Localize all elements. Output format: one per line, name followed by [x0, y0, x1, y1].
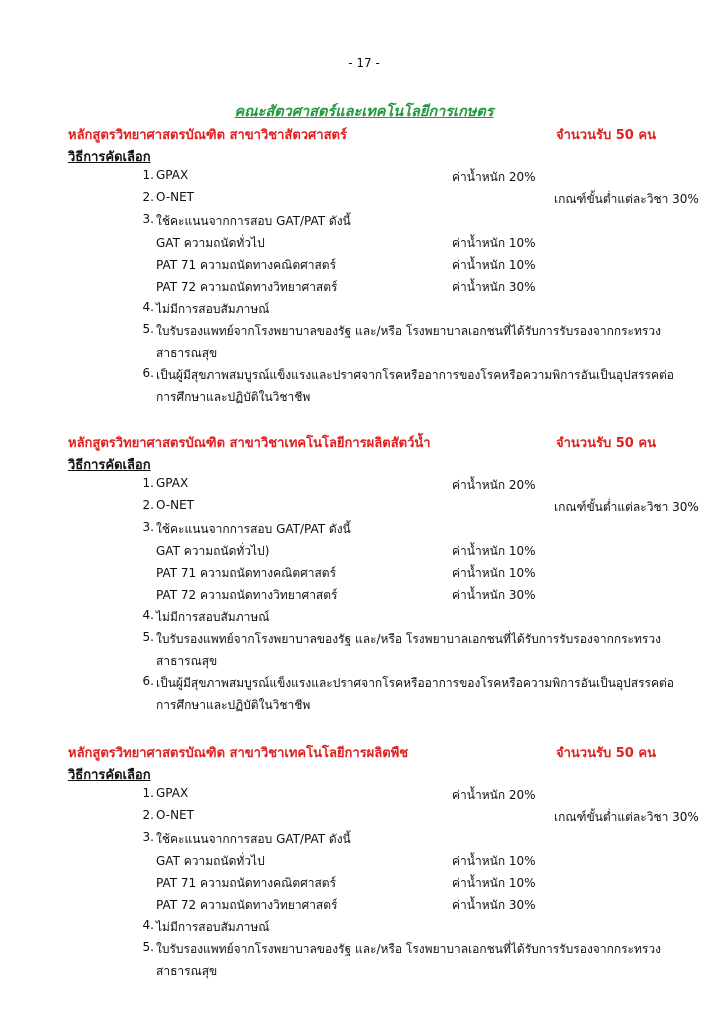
faculty-title: คณะสัตวศาสตร์และเทคโนโลยีการเกษตร — [234, 104, 494, 120]
item-label: ไม่มีการสอบสัมภาษณ์ — [156, 610, 270, 624]
item-number: 5. — [142, 322, 154, 336]
item-number: 5. — [142, 630, 154, 644]
item-label: O-NET — [156, 808, 194, 822]
item-label: ใช้คะแนนจากการสอบ GAT/PAT ดังนี้ — [156, 214, 351, 228]
program-header — [68, 124, 708, 146]
sub-item-label: GAT ความถนัดทั่วไป) — [156, 544, 270, 558]
program-seats: จำนวนรับ 50 คน — [556, 436, 656, 451]
item-label-continued: สาธารณสุข — [156, 346, 218, 360]
item-label: ใบรับรองแพทย์จากโรงพยาบาลของรัฐ และ/หรือ โรงพยาบาลเอกชนที่ได้รับการรับรองจากกระทรวง — [156, 942, 661, 956]
item-label: O-NET — [156, 498, 194, 512]
criterion-health-continued — [68, 388, 708, 410]
program-name: หลักสูตรวิทยาศาสตรบัณฑิต สาขาวิชาสัตวศาสตร์ — [68, 128, 347, 143]
item-label-continued: สาธารณสุข — [156, 964, 218, 978]
sub-item-weight: ค่าน้ำหนัก 30% — [452, 588, 536, 602]
sub-item-weight: ค่าน้ำหนัก 10% — [452, 258, 536, 272]
criterion-health-continued — [68, 696, 708, 718]
sub-item-label: GAT ความถนัดทั่วไป — [156, 854, 265, 868]
item-label: ใช้คะแนนจากการสอบ GAT/PAT ดังนี้ — [156, 522, 351, 536]
page-number: - 17 - — [348, 56, 380, 70]
criterion-exam — [68, 212, 708, 234]
program-section — [68, 742, 708, 984]
item-label: GPAX — [156, 786, 189, 800]
item-number: 6. — [142, 366, 154, 380]
item-number: 5. — [142, 940, 154, 954]
item-label: ใช้คะแนนจากการสอบ GAT/PAT ดังนี้ — [156, 832, 351, 846]
sub-item-weight: ค่าน้ำหนัก 30% — [452, 280, 536, 294]
item-number: 4. — [142, 300, 154, 314]
criterion-onet — [68, 190, 708, 212]
sub-item-label: PAT 71 ความถนัดทางคณิตศาสตร์ — [156, 566, 337, 580]
criterion-exam — [68, 520, 708, 542]
item-note: เกณฑ์ขั้นต่ำแต่ละวิชา 30% — [554, 810, 699, 824]
selection-heading: วิธีการคัดเลือก — [68, 768, 151, 783]
criterion-gpax — [68, 168, 708, 190]
program-seats: จำนวนรับ 50 คน — [556, 746, 656, 761]
criterion-interview — [68, 608, 708, 630]
selection-heading: วิธีการคัดเลือก — [68, 150, 151, 165]
criterion-gpax — [68, 786, 708, 808]
sub-item-label: GAT ความถนัดทั่วไป — [156, 236, 265, 250]
sub-item-label: PAT 71 ความถนัดทางคณิตศาสตร์ — [156, 876, 337, 890]
item-number: 4. — [142, 918, 154, 932]
criterion-medical-continued — [68, 344, 708, 366]
item-number: 2. — [142, 808, 154, 822]
item-label-continued: สาธารณสุข — [156, 654, 218, 668]
item-label: GPAX — [156, 476, 189, 490]
item-label-continued: การศึกษาและปฏิบัติในวิชาชีพ — [156, 390, 311, 404]
item-weight: ค่าน้ำหนัก 20% — [452, 170, 536, 184]
item-label: เป็นผู้มีสุขภาพสมบูรณ์แข็งแรงและปราศจากโรคหรืออาการของโรคหรือความพิการอันเป็นอุปสรรคต่อ — [156, 676, 674, 690]
item-label: O-NET — [156, 190, 194, 204]
item-number: 2. — [142, 498, 154, 512]
program-section — [68, 432, 708, 718]
sub-criterion-pat72 — [68, 586, 708, 608]
sub-item-weight: ค่าน้ำหนัก 10% — [452, 566, 536, 580]
sub-item-label: PAT 71 ความถนัดทางคณิตศาสตร์ — [156, 258, 337, 272]
sub-item-weight: ค่าน้ำหนัก 10% — [452, 236, 536, 250]
item-note: เกณฑ์ขั้นต่ำแต่ละวิชา 30% — [554, 192, 699, 206]
sub-item-weight: ค่าน้ำหนัก 10% — [452, 854, 536, 868]
sub-criterion-pat71 — [68, 564, 708, 586]
criterion-medical — [68, 322, 708, 344]
item-label: ไม่มีการสอบสัมภาษณ์ — [156, 302, 270, 316]
sub-criterion-pat71 — [68, 874, 708, 896]
criterion-interview — [68, 300, 708, 322]
item-number: 3. — [142, 830, 154, 844]
program-seats: จำนวนรับ 50 คน — [556, 128, 656, 143]
sub-criterion-pat72 — [68, 896, 708, 918]
item-label: เป็นผู้มีสุขภาพสมบูรณ์แข็งแรงและปราศจากโรคหรืออาการของโรคหรือความพิการอันเป็นอุปสรรคต่อ — [156, 368, 674, 382]
item-note: เกณฑ์ขั้นต่ำแต่ละวิชา 30% — [554, 500, 699, 514]
item-number: 4. — [142, 608, 154, 622]
criterion-gpax — [68, 476, 708, 498]
sub-criterion-gat — [68, 542, 708, 564]
item-number: 6. — [142, 674, 154, 688]
criterion-health — [68, 366, 708, 388]
selection-heading: วิธีการคัดเลือก — [68, 458, 151, 473]
criterion-medical — [68, 630, 708, 652]
criterion-medical-continued — [68, 652, 708, 674]
criterion-exam — [68, 830, 708, 852]
item-number: 3. — [142, 520, 154, 534]
program-name: หลักสูตรวิทยาศาสตรบัณฑิต สาขาวิชาเทคโนโลยีการผลิตสัตว์น้ำ — [68, 436, 431, 451]
criterion-onet — [68, 498, 708, 520]
sub-item-weight: ค่าน้ำหนัก 30% — [452, 898, 536, 912]
item-number: 2. — [142, 190, 154, 204]
sub-item-weight: ค่าน้ำหนัก 10% — [452, 544, 536, 558]
program-name: หลักสูตรวิทยาศาสตรบัณฑิต สาขาวิชาเทคโนโลยีการผลิตพืช — [68, 746, 409, 761]
item-label: ไม่มีการสอบสัมภาษณ์ — [156, 920, 270, 934]
criterion-medical-continued — [68, 962, 708, 984]
item-number: 1. — [142, 168, 154, 182]
criterion-onet — [68, 808, 708, 830]
item-label: ใบรับรองแพทย์จากโรงพยาบาลของรัฐ และ/หรือ โรงพยาบาลเอกชนที่ได้รับการรับรองจากกระทรวง — [156, 324, 661, 338]
criterion-interview — [68, 918, 708, 940]
sub-item-label: PAT 72 ความถนัดทางวิทยาศาสตร์ — [156, 898, 338, 912]
item-weight: ค่าน้ำหนัก 20% — [452, 788, 536, 802]
item-label: ใบรับรองแพทย์จากโรงพยาบาลของรัฐ และ/หรือ โรงพยาบาลเอกชนที่ได้รับการรับรองจากกระทรวง — [156, 632, 661, 646]
item-number: 1. — [142, 786, 154, 800]
item-number: 3. — [142, 212, 154, 226]
sub-item-label: PAT 72 ความถนัดทางวิทยาศาสตร์ — [156, 280, 338, 294]
sub-criterion-gat — [68, 234, 708, 256]
item-label-continued: การศึกษาและปฏิบัติในวิชาชีพ — [156, 698, 311, 712]
criterion-health — [68, 674, 708, 696]
item-weight: ค่าน้ำหนัก 20% — [452, 478, 536, 492]
sub-criterion-gat — [68, 852, 708, 874]
program-header — [68, 742, 708, 764]
sub-item-weight: ค่าน้ำหนัก 10% — [452, 876, 536, 890]
criterion-medical — [68, 940, 708, 962]
program-section — [68, 124, 708, 410]
sub-item-label: PAT 72 ความถนัดทางวิทยาศาสตร์ — [156, 588, 338, 602]
sub-criterion-pat71 — [68, 256, 708, 278]
sub-criterion-pat72 — [68, 278, 708, 300]
item-label: GPAX — [156, 168, 189, 182]
item-number: 1. — [142, 476, 154, 490]
program-header — [68, 432, 708, 454]
